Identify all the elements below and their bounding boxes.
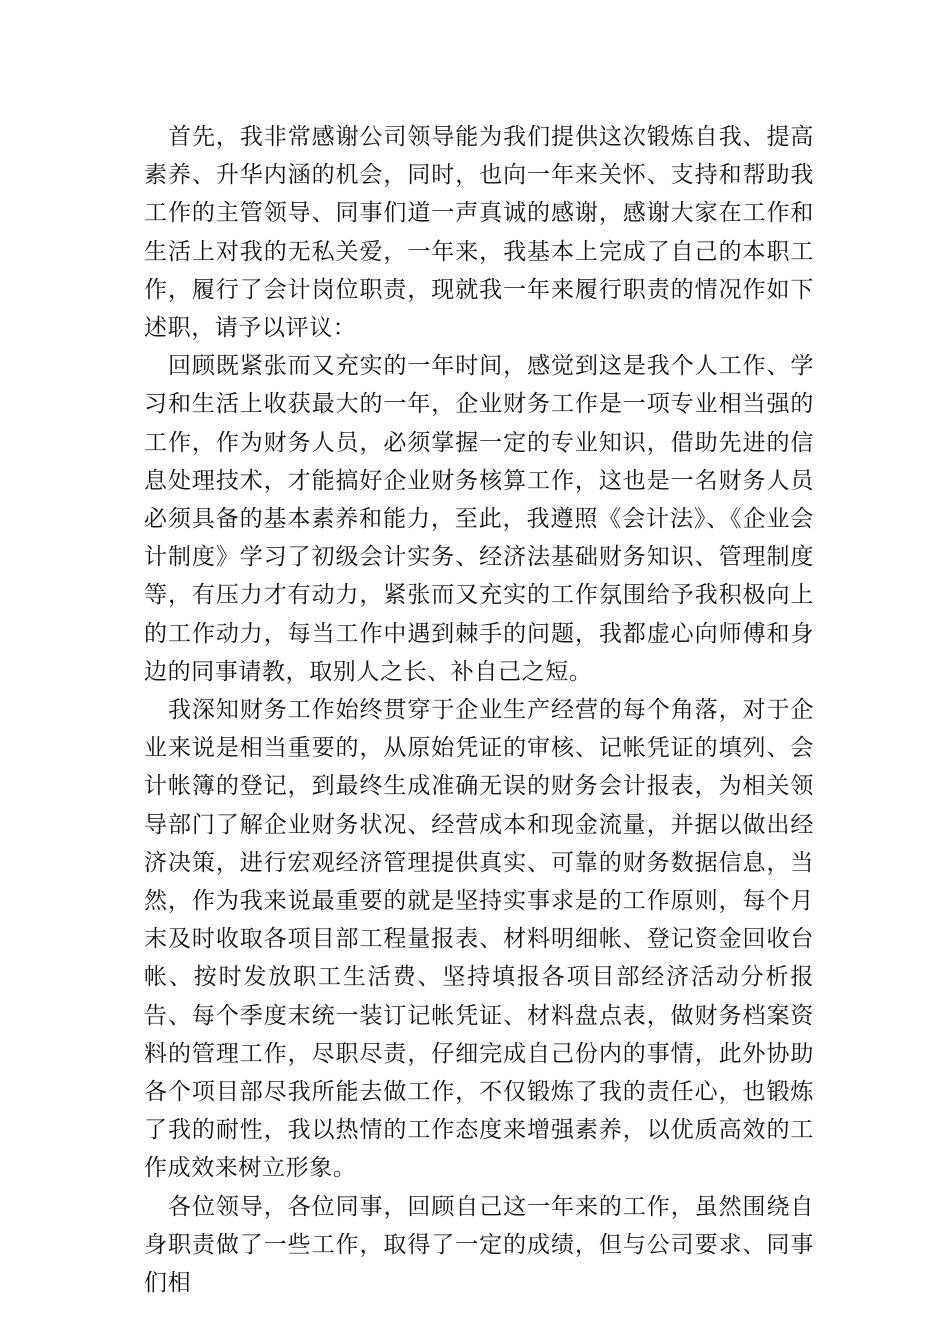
- paragraph-gratitude: 首先，我非常感谢公司领导能为我们提供这次锻炼自我、提高素养、升华内涵的机会，同时，也向一年来关怀、支持和帮助我工作的主管领导、同事们道一声真诚的感谢，感谢大家在工作和生活上对我的无私关爱，一年来，我基本上完成了自己的本职工作，履行了会计岗位职责，现就我一年来履行职责的情况作如下述职，请予以评议：: [144, 124, 814, 342]
- paragraph-finance-duties: 我深知财务工作始终贯穿于企业生产经营的每个角落，对于企业来说是相当重要的，从原始凭证的审核、记帐凭证的填列、会计帐簿的登记，到最终生成准确无误的财务会计报表，为相关领导部门了解企业财务状况、经营成本和现金流量，并据以做出经济决策，进行宏观经济管理提供真实、可靠的财务数据信息，当然，作为我来说最重要的就是坚持实事求是的工作原则，每个月末及时收取各项目部工程量报表、材料明细帐、登记资金回收台帐、按时发放职工生活费、坚持填报各项目部经济活动分析报告、每个季度末统一装订记帐凭证、材料盘点表，做财务档案资料的管理工作，尽职尽责，仔细完成自己份内的事情，此外协助各个项目部尽我所能去做工作，不仅锻炼了我的责任心，也锻炼了我的耐性，我以热情的工作态度来增强素养，以优质高效的工作成效来树立形象。: [144, 697, 814, 1182]
- document-body: [144, 118, 814, 1302]
- paragraph-closing: 各位领导，各位同事，回顾自己这一年来的工作，虽然围绕自身职责做了一些工作，取得了一定的成绩，但与公司要求、同事们相: [144, 1193, 814, 1297]
- paragraph-review-learning: 回顾既紧张而又充实的一年时间，感觉到这是我个人工作、学习和生活上收获最大的一年，企业财务工作是一项专业相当强的工作，作为财务人员，必须掌握一定的专业知识，借助先进的信息处理技术，才能搞好企业财务核算工作，这也是一名财务人员必须具备的基本素养和能力，至此，我遵照《会计法》、《企业会计制度》学习了初级会计实务、经济法基础财务知识、管理制度等，有压力才有动力，紧张而又充实的工作氛围给予我积极向上的工作动力，每当工作中遇到棘手的问题，我都虚心向师傅和身边的同事请教，取别人之长、补自己之短。: [144, 353, 814, 685]
